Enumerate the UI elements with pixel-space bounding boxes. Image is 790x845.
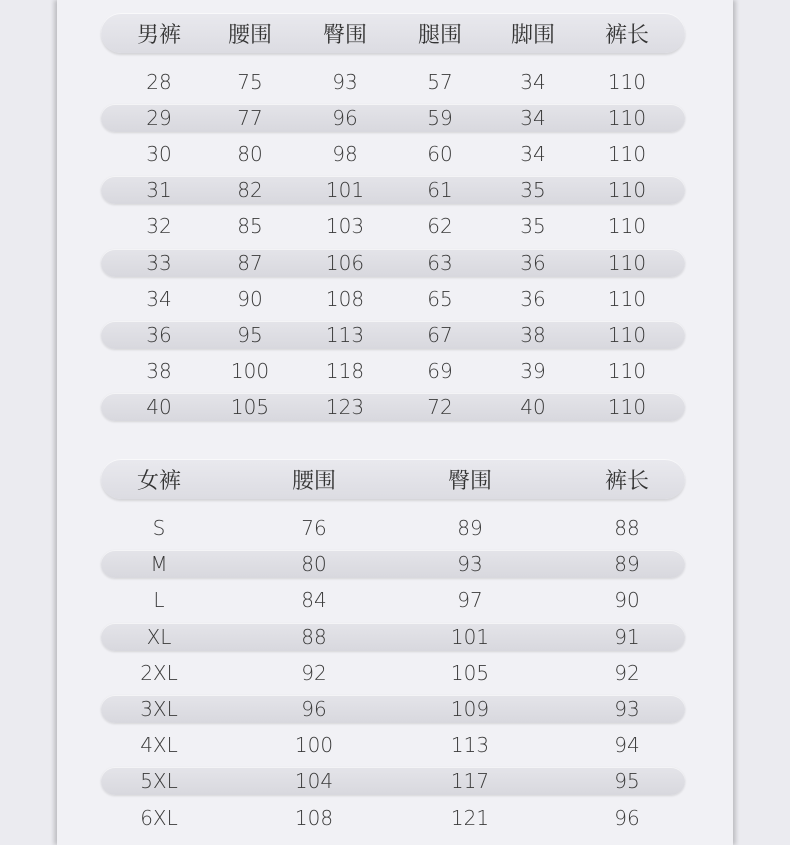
- table-cell: 32: [146, 214, 172, 239]
- table-row: [101, 514, 685, 542]
- table-cell: M: [150, 552, 168, 577]
- table-cell: 34: [520, 106, 546, 131]
- table-row: [101, 176, 685, 204]
- table-cell: 87: [237, 250, 263, 275]
- table-row: [101, 623, 685, 651]
- table-cell: 33: [146, 250, 172, 275]
- table-cell: 109: [450, 697, 490, 721]
- table-row: [101, 321, 685, 349]
- table-cell: 95: [237, 322, 263, 347]
- table-row: [101, 550, 685, 578]
- table-cell: 92: [614, 660, 640, 685]
- table-cell: 110: [607, 394, 647, 419]
- table-cell: 4XL: [140, 733, 178, 758]
- table-cell: 110: [607, 142, 647, 167]
- men-header-cell: 脚围: [510, 22, 556, 48]
- women-header-cell: 腰围: [291, 468, 337, 494]
- table-row: [101, 393, 685, 421]
- table-cell: 118: [325, 358, 365, 383]
- women-header-cell: 臀围: [447, 468, 493, 494]
- table-cell: 91: [614, 624, 640, 649]
- table-cell: 93: [332, 70, 358, 94]
- table-cell: 6XL: [140, 805, 178, 830]
- table-cell: 110: [607, 286, 647, 311]
- table-cell: 93: [614, 697, 640, 721]
- table-cell: 39: [520, 358, 546, 383]
- table-cell: 62: [427, 214, 453, 239]
- table-cell: 89: [457, 516, 483, 540]
- men-header-cell: 腿围: [417, 22, 463, 48]
- table-cell: 113: [450, 733, 490, 758]
- table-cell: 34: [520, 142, 546, 167]
- table-cell: 110: [607, 214, 647, 239]
- table-cell: 113: [325, 322, 365, 347]
- table-row: [101, 104, 685, 132]
- table-cell: 80: [301, 552, 327, 577]
- table-cell: 38: [520, 322, 546, 347]
- table-cell: 57: [427, 70, 453, 94]
- table-cell: 94: [614, 733, 640, 758]
- table-row: [101, 140, 685, 168]
- table-cell: 117: [450, 769, 490, 794]
- table-cell: 80: [237, 142, 263, 167]
- table-row: [101, 285, 685, 313]
- table-cell: S: [152, 516, 166, 540]
- table-cell: 90: [614, 588, 640, 613]
- table-cell: 90: [237, 286, 263, 311]
- women-header-cell: 裤长: [604, 468, 650, 494]
- table-cell: 85: [237, 214, 263, 239]
- table-row: [101, 695, 685, 723]
- table-cell: 100: [294, 733, 334, 758]
- table-row: [101, 659, 685, 687]
- table-cell: 30: [146, 142, 172, 167]
- table-cell: 69: [427, 358, 453, 383]
- table-cell: 105: [450, 660, 490, 685]
- table-cell: 108: [325, 286, 365, 311]
- table-cell: 92: [301, 660, 327, 685]
- table-cell: 38: [146, 358, 172, 383]
- table-cell: 63: [427, 250, 453, 275]
- table-cell: 82: [237, 178, 263, 203]
- table-cell: 36: [520, 250, 546, 275]
- table-cell: 35: [520, 214, 546, 239]
- table-cell: 106: [325, 250, 365, 275]
- table-cell: 61: [427, 178, 453, 203]
- table-cell: 35: [520, 178, 546, 203]
- table-cell: 97: [457, 588, 483, 613]
- table-cell: 95: [614, 769, 640, 794]
- table-cell: 103: [325, 214, 365, 239]
- table-row: [101, 731, 685, 759]
- table-cell: 88: [614, 516, 640, 540]
- table-row: [101, 249, 685, 277]
- men-header-cell: 臀围: [322, 22, 368, 48]
- table-cell: 34: [146, 286, 172, 311]
- table-cell: 110: [607, 106, 647, 131]
- women-header-row: [101, 459, 685, 499]
- table-cell: 110: [607, 70, 647, 94]
- table-cell: XL: [146, 624, 172, 649]
- table-cell: 76: [301, 516, 327, 540]
- table-cell: 121: [450, 805, 490, 830]
- table-cell: 93: [457, 552, 483, 577]
- table-cell: 36: [146, 322, 172, 347]
- table-cell: 96: [614, 805, 640, 830]
- table-cell: 105: [230, 394, 270, 419]
- table-cell: 110: [607, 322, 647, 347]
- table-cell: 104: [294, 769, 334, 794]
- table-cell: 110: [607, 250, 647, 275]
- men-header-cell: 男裤: [136, 22, 182, 48]
- table-cell: 72: [427, 394, 453, 419]
- men-header-cell: 裤长: [604, 22, 650, 48]
- table-cell: 123: [325, 394, 365, 419]
- table-cell: 110: [607, 358, 647, 383]
- table-cell: 89: [614, 552, 640, 577]
- table-row: [101, 68, 685, 96]
- table-cell: 29: [146, 106, 172, 131]
- table-cell: 40: [146, 394, 172, 419]
- table-cell: 3XL: [140, 697, 178, 721]
- table-cell: 65: [427, 286, 453, 311]
- table-cell: 96: [301, 697, 327, 721]
- table-cell: L: [153, 588, 165, 613]
- table-cell: 100: [230, 358, 270, 383]
- table-row: [101, 357, 685, 385]
- table-cell: 5XL: [140, 769, 178, 794]
- table-cell: 59: [427, 106, 453, 131]
- men-header-row: [101, 13, 685, 53]
- table-cell: 88: [301, 624, 327, 649]
- table-cell: 34: [520, 70, 546, 94]
- table-cell: 67: [427, 322, 453, 347]
- table-cell: 98: [332, 142, 358, 167]
- table-row: [101, 586, 685, 614]
- table-cell: 84: [301, 588, 327, 613]
- table-cell: 36: [520, 286, 546, 311]
- table-row: [101, 767, 685, 795]
- table-cell: 96: [332, 106, 358, 131]
- table-cell: 75: [237, 70, 263, 94]
- table-row: [101, 212, 685, 240]
- table-cell: 77: [237, 106, 263, 131]
- table-cell: 108: [294, 805, 334, 830]
- table-cell: 101: [450, 624, 490, 649]
- table-cell: 101: [325, 178, 365, 203]
- table-cell: 40: [520, 394, 546, 419]
- table-row: [101, 804, 685, 832]
- men-header-cell: 腰围: [227, 22, 273, 48]
- table-cell: 2XL: [140, 660, 178, 685]
- table-cell: 110: [607, 178, 647, 203]
- women-header-cell: 女裤: [136, 468, 182, 494]
- table-cell: 60: [427, 142, 453, 167]
- table-cell: 31: [146, 178, 172, 203]
- table-cell: 28: [146, 70, 172, 94]
